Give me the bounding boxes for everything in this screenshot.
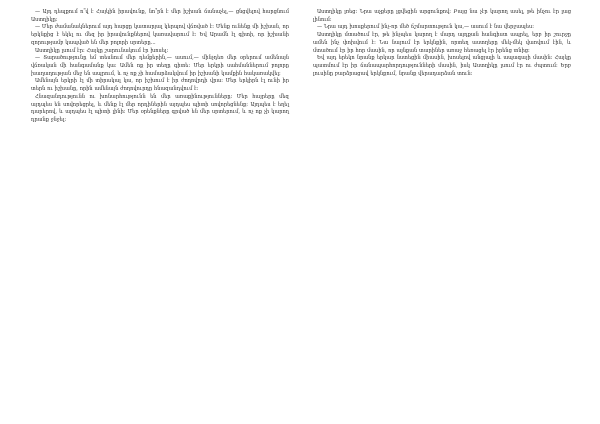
right-text-column: [313, 9, 571, 78]
paragraph: — Մեր ժամանակներում այդ հարցը կատարյալ կերպով վճռված է: Մենք ունենք մի իշխան, որ երկնքից է եկել ու մեզ իր իրավունքներով կառավարում է: Եվ Արամն էլ գիտի, որ իշխանի զորությամբ կապված են մեր բոլորի սրտերը...: [31, 24, 289, 46]
paragraph: Աստղիկը լռեց: Նրա աչքերը լցվեցին արցունքով: Բայց նա չէր կարող ասել, թե ինչու էր լաց լինում:: [313, 9, 571, 23]
left-text-column: [31, 9, 289, 125]
paragraph: — Նրա այդ խոսքերում ինչ-որ մեծ ճշմարտություն կա,— ասում է նա վերջապես:: [317, 24, 534, 31]
paragraph: — Այդ դեպքում ո՞վ է Հայկին իրավունք, նո՞րն է մեր իշխան ճանաչել,— ցնցվելով հարցնում Աստղիկը:: [31, 9, 289, 23]
paragraph: Աստղիկը լսում էր։ Հայկը շարունակում էր խոսել:: [35, 47, 169, 54]
paragraph: Հնազանդությունն ու խոնարհությունն են մեր առաքինությունները: Մեր հայրերը մեզ այդպես են սովորեցրել, և մենք էլ մեր որդիներին այդպես պիտի սովորեցնենք: Այդպես է եղել դարերով, և այդպես էլ պիտի լինի: Մեր օրենքները գրված են մեր սրտերում, և ոչ ոք չի կարող դրանք ջնջել:: [31, 93, 289, 124]
paragraph: Աստղիկը մտածում էր, թե ինչպես կարող է մարդ այդքան հանգիստ ապրել, երբ իր շուրջը ամեն ինչ փոխվում է: Նա նայում էր երկնքին, որտեղ աստղերը մեկ-մեկ վառվում էին, և մտածում էր իր հոր մասին, որ այնքան տարիներ առաջ հեռացել էր իրենց տնից:: [313, 32, 571, 54]
paragraph: Ամենայն երկրի էլ մի տիրակալ կա, որ իշխում է իր ժողովրդի վրա: Մեր երկիրն էլ ունի իր տերն ու իշխանը, որին ամենայն ժողովուրդը հնազանդվում է:: [31, 78, 289, 93]
paragraph: Եվ այդ երեկո նրանք երկար նստեցին միասին, խոսելով անցյալի և ապագայի մասին: Հայկը պատմում էր իր ճանապարհորդությունների մասին, իսկ Աստղիկը լսում էր ու ժպտում: Երբ լուսինը բարձրացավ երկնքում, նրանք վերադարձան տուն:: [313, 55, 571, 77]
paragraph: — Տարածությունը եմ տեսնում մեր դեմքերին,— ասում,— մինչդեռ մեր օրերում ամենայն վճռական մի հանգամանք կա: Ամեն ոք իր տեղը գիտե: Մեր երկրի սահմաններում բոլորը խաղաղության մեջ են ապրում, և ոչ ոք չի համարձակվում իր իշխանի կամքին հակառակվել:: [31, 55, 289, 77]
